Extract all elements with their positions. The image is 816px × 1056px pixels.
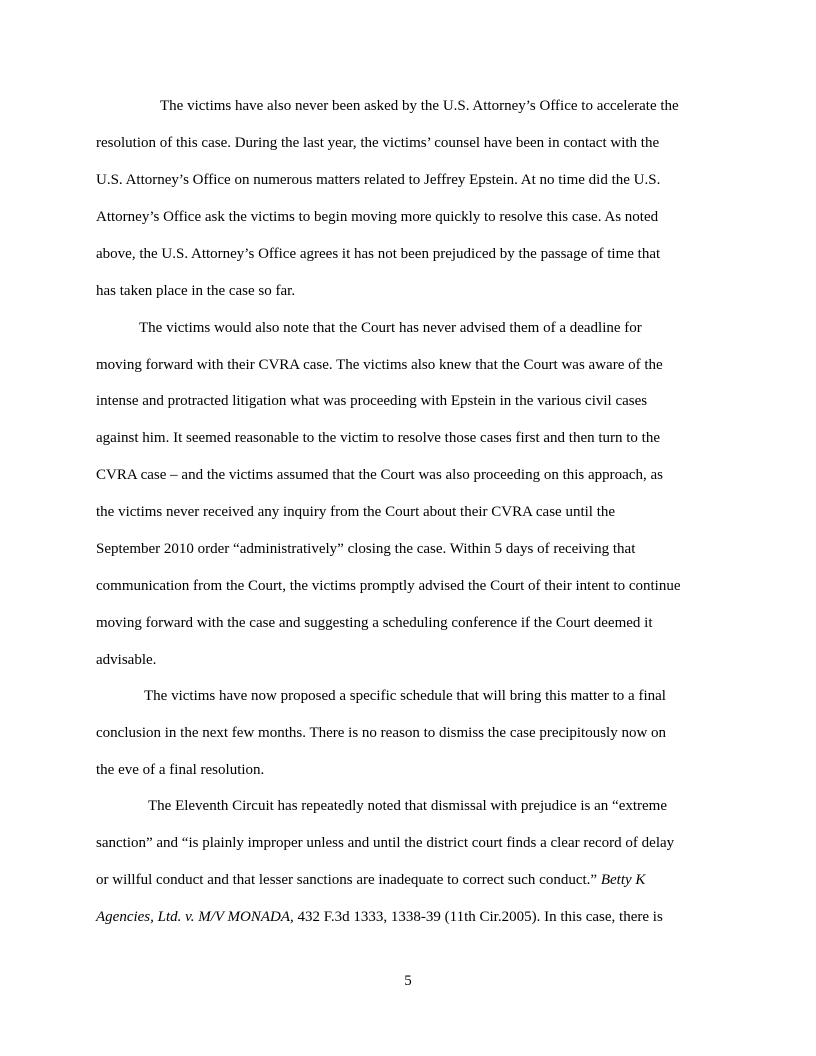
body-text-line: above, the U.S. Attorney’s Office agrees it has not been prejudiced by the passage of time that	[96, 246, 661, 262]
body-text-line: The victims would also note that the Court has never advised them of a deadline for	[139, 320, 642, 336]
body-text-line: intense and protracted litigation what was proceeding with Epstein in the various civil cases	[96, 393, 648, 409]
body-text-line: sanction” and “is plainly improper unless and until the district court finds a clear record of delay	[96, 835, 675, 851]
citation-text: 432 F.3d 1333, 1338-39 (11th Cir.2005). In this case, there is	[293, 909, 663, 925]
body-text-line: advisable.	[96, 652, 157, 668]
citation-line	[96, 871, 645, 889]
body-text-line: has taken place in the case so far.	[96, 283, 296, 299]
body-text-line: CVRA case – and the victims assumed that the Court was also proceeding on this approach, as	[96, 467, 663, 483]
body-text-line: the eve of a final resolution.	[96, 762, 265, 778]
citation-text: or willful conduct and that lesser sanctions are inadequate to correct such conduct.”	[96, 872, 601, 888]
body-text-line: The victims have also never been asked by the U.S. Attorney’s Office to accelerate the	[160, 98, 679, 114]
body-text-line: Attorney’s Office ask the victims to begin moving more quickly to resolve this case. As noted	[96, 209, 659, 225]
body-text-line: The Eleventh Circuit has repeatedly noted that dismissal with prejudice is an “extreme	[148, 798, 668, 814]
body-text-line: September 2010 order “administratively” closing the case. Within 5 days of receiving that	[96, 541, 636, 557]
body-text-line: the victims never received any inquiry from the Court about their CVRA case until the	[96, 504, 616, 520]
case-name-italic: Agencies, Ltd. v. M/V MONADA,	[96, 909, 294, 925]
body-text-line: moving forward with their CVRA case. The victims also knew that the Court was aware of the	[96, 357, 663, 373]
body-text-line: moving forward with the case and suggesting a scheduling conference if the Court deemed it	[96, 615, 653, 631]
body-text-line: communication from the Court, the victims promptly advised the Court of their intent to continue	[96, 578, 681, 594]
citation-line	[96, 908, 663, 926]
page-number: 5	[404, 973, 412, 989]
body-text-line: The victims have now proposed a specific schedule that will bring this matter to a final	[144, 688, 666, 704]
body-text-line: conclusion in the next few months. There is no reason to dismiss the case precipitously now on	[96, 725, 667, 741]
body-text-line: U.S. Attorney’s Office on numerous matters related to Jeffrey Epstein. At no time did the U.S.	[96, 172, 661, 188]
body-text-line: against him. It seemed reasonable to the victim to resolve those cases first and then turn to the	[96, 430, 661, 446]
case-name-italic: Betty K	[600, 872, 646, 888]
body-text-line: resolution of this case. During the last year, the victims’ counsel have been in contact with the	[96, 135, 660, 151]
